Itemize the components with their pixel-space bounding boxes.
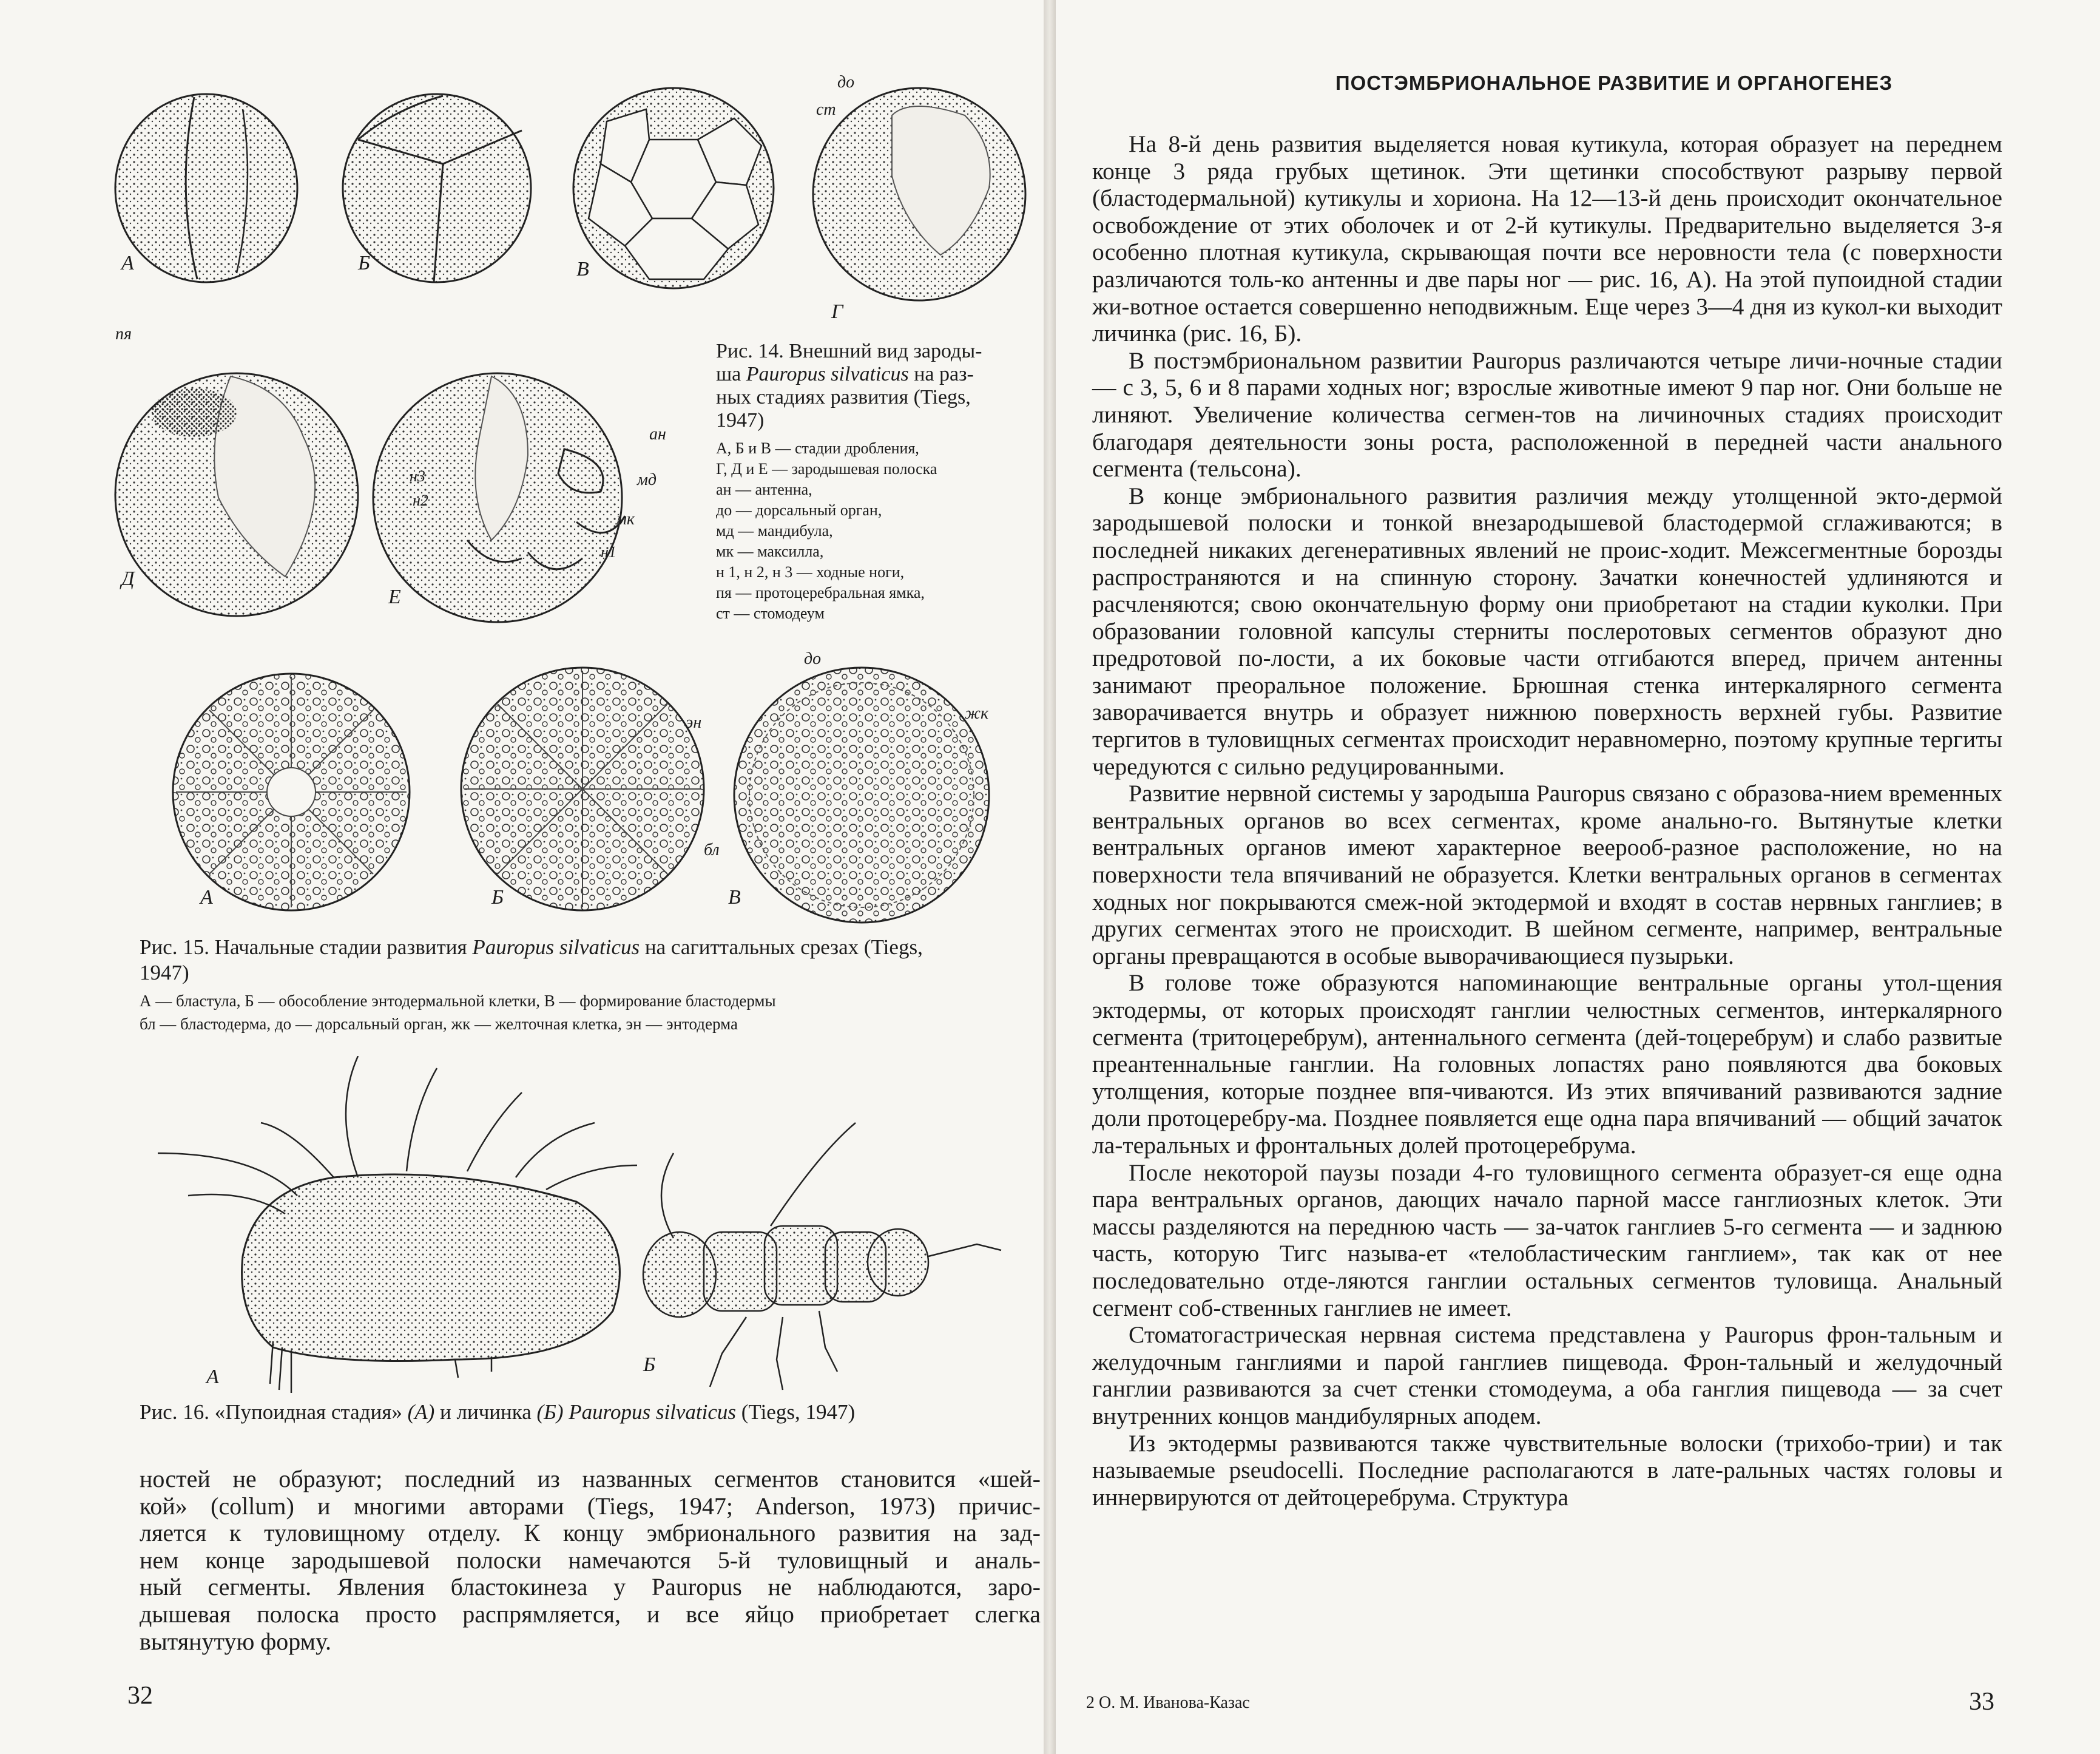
text-line: вытянутую форму. (140, 1627, 331, 1655)
paragraph: В конце эмбрионального развития различия между утолщенной экто-дермой зародышевой полоски и тонкой внезародышевой бластодермой сглаживаются; в последней никаких дегенеративных явлений не проис-ходит. Межсегментные борозды распространяются и на спинную сторону. Зачатки конечностей удлиняются и расчленяются; свою окончательную форму они приобретают на стадии куколки. При образовании головной капсулы стерниты послеротовых сегментов образуют дно предротовой по-лости, а их боковые части отгибаются вперед, причем антенны занимают преоральное положение. Брюшная стенка интеркалярного сегмента заворачивается внутрь и образует нижнюю поверхность верхней губы. Развитие тергитов в туловищных сегментах происходит неравномерно, поэтому крупные тергиты чередуются с сильно редуцированными. (1092, 482, 2002, 780)
page-number-right: 33 (1969, 1688, 1994, 1716)
fig15-letter-v: В (728, 886, 741, 909)
fig14-label-mk: мк (616, 510, 635, 529)
fig14-label-n3: н3 (410, 467, 425, 485)
text-line: нем конце зародышевой полоски намечаются 5-й туловищный и аналь- (140, 1546, 1041, 1574)
book-gutter (1044, 0, 1056, 1754)
figure-16-illustration (152, 1056, 1038, 1396)
right-body-text (1092, 130, 2002, 1511)
fig14-legend-item: пя — протоцеребральная ямка, (716, 584, 925, 601)
paragraph: В голове тоже образуются напоминающие вентральные органы утол-щения эктодермы, от которых происходят ганглии челюстных сегментов, интеркалярного сегмента (тритоцеребрум), антеннального сегмента (дей-тоцеребрум) и слабо развитые преантеннальные ганглии. На головных лопастях рано появляются два боковых утолщения, которые позднее впя-чиваются. Из этих впячиваний развиваются задние доли протоцеребру-ма. Позднее появляется еще одна пара впячиваний — общий зачаток ла-теральных и фронтальных долей протоцеребрума. (1092, 969, 2002, 1159)
left-body-text (140, 1466, 1041, 1655)
fig14-caption-line4: 1947) (716, 409, 765, 432)
fig14-letter-g: Г (831, 300, 843, 323)
fig14-legend-item: ст — стомодеум (716, 604, 825, 622)
left-page (0, 0, 1044, 1754)
fig14-caption-line2: ша Pauropus silvaticus на раз- (716, 363, 974, 385)
fig14-letter-d: Д (121, 567, 135, 590)
paragraph: Стоматогастрическая нервная система представлена у Pauropus фрон-тальным и желудочным ганглиями и парой ганглиев пищевода. Фрон-тальный и желудочный ганглии развиваются за счет стенки стомодеума, а оба ганглия пищевода — за счет внутренних концов мандибулярных аподем. (1092, 1321, 2002, 1429)
fig14-letter-a: А (121, 252, 134, 274)
fig14-legend (716, 438, 1031, 624)
fig14-label-n2: н2 (413, 492, 428, 509)
paragraph: Развитие нервной системы у зародыша Pauropus связано с образова-нием временных вентральных органов во всех сегментах, кроме анально-го. Вытянутые клетки вентральных органов имеют характерное веерооб-разное расположение, но на поверхности тела впячиваний не образуется. Клетки вентральных органов в сегментах ходных ног покрываются смеж-ной эктодермой и входят в состав нервных ганглиев; в других сегментах этого не происходит. В шейном сегменте, например, вентральные органы превращаются в особые выворачивающиеся пузырьки. (1092, 780, 2002, 969)
fig14-caption (716, 340, 1031, 432)
fig15-label-zhk: жк (965, 704, 989, 723)
fig14-label-an: ан (649, 425, 666, 444)
fig14-legend-item: Г, Д и Е — зародышевая полоска (716, 460, 937, 478)
fig15-letter-a: А (200, 886, 213, 909)
figure-16 (152, 1056, 1038, 1396)
fig15-legend-item: бл — бластодерма, до — дорсальный орган, жк — желточная клетка, эн — энтодерма (140, 1015, 738, 1033)
paragraph: В постэмбриональном развитии Pauropus различаются четыре личи-ночные стадии — с 3, 5, 6 и 8 парами ходных ног; взрослые животные имеют 9 пар ног. Они больше не линяют. Увеличение количества сегмен-тов на личиночных стадиях происходит благодаря деятельности зоны роста, расположенной в передней части анального сегмента (тельсона). (1092, 347, 2002, 483)
fig16-letter-a: А (206, 1366, 219, 1388)
fig15-caption-line1: Рис. 15. Начальные стадии развития Pauropus silvaticus на сагиттальных срезах (Tiegs, (140, 935, 923, 959)
text-line: ный сегменты. Явления бластокинеза у Pauropus не наблюдаются, заро- (140, 1573, 1041, 1601)
fig14-legend-item: мк — максилла, (716, 543, 824, 560)
fig14-legend-item: А, Б и В — стадии дробления, (716, 439, 919, 457)
paragraph: На 8-й день развития выделяется новая кутикула, которая образует на переднем конце 3 ряда грубых щетинок. Эти щетинки способствуют разрыву первой (бластодермальной) кутикулы и хориона. На 12—13-й день происходит окончательное освобождение от этих оболочек и от 2-й кутикулы. Предварительно выделяется 3-я особенно плотная кутикула, скрывающая почти все неровности тела (с поверхности различаются толь-ко антенны и две пары ног — рис. 16, А). На этой пупоидной стадии жи-вотное остается совершенно неподвижным. Еще через 3—4 дня из кукол-ки выходит личинка (рис. 16, Б). (1092, 130, 2002, 347)
fig14-label-n1: н1 (601, 543, 616, 561)
fig14-label-md: мд (637, 470, 657, 489)
fig14-caption-line3: ных стадиях развития (Tiegs, (716, 386, 971, 408)
fig14-letter-v: В (576, 258, 589, 280)
text-line: дышевая полоска просто распрямляется, и все яйцо приобретает слегка (140, 1600, 1041, 1628)
fig16-caption: Рис. 16. «Пупоидная стадия» (А) и личинка (Б) Pauropus silvaticus (Tiegs, 1947) (140, 1400, 856, 1424)
fig14-caption-line1: Рис. 14. Внешний вид зароды- (716, 340, 982, 362)
fig14-legend-item: н 1, н 2, н 3 — ходные ноги, (716, 563, 905, 581)
text-line: кой» (collum) и многими авторами (Tiegs, 1947; Anderson, 1973) причис- (140, 1492, 1041, 1520)
fig14-label-pya: пя (115, 325, 132, 344)
fig16-letter-b: Б (643, 1353, 656, 1376)
fig14-letter-b: Б (358, 252, 371, 274)
page-number-left: 32 (127, 1682, 153, 1710)
footer-author: 2 О. М. Иванова-Казас (1086, 1693, 1250, 1712)
paragraph: Из эктодермы развиваются также чувствительные волоски (трихобо-трии) и так называемые pseudocelli. Последние располагаются в лате-ральных частях головы и иннервируются от дейтоцеребрума. Структура (1092, 1429, 2002, 1511)
figure-15-illustration (170, 649, 1031, 935)
fig15-label-do: до (804, 649, 822, 668)
fig15-legend-item: А — бластула, Б — обособление энтодермальной клетки, В — формирование бластодермы (140, 992, 776, 1010)
fig14-label-st: ст (816, 100, 836, 119)
fig15-caption (140, 935, 1031, 986)
fig14-legend-item: до — дорсальный орган, (716, 501, 882, 519)
text-line: ностей не образуют; последний из названных сегментов становится «шей- (140, 1465, 1041, 1492)
fig15-label-bl: бл (704, 841, 720, 859)
fig15-legend (140, 989, 1031, 1035)
fig14-legend-item: мд — мандибула, (716, 522, 833, 540)
fig15-letter-b: Б (491, 886, 504, 909)
text-line: ляется к туловищному отделу. К концу эмбрионального развития на зад- (140, 1519, 1041, 1547)
figure-15 (170, 649, 1031, 935)
paragraph: После некоторой паузы позади 4-го туловищного сегмента образует-ся еще одна пара вентральных органов, дающих начало парной массе ганглиозных клеток. Эти массы разделяются на переднюю часть — за-чаток ганглиев 5-го сегмента — и заднюю часть, которую Тигс называ-ет «телобластическим ганглием», так как от нее последовательно отде-ляются ганглии остальных сегментов туловища. Анальный сегмент соб-ственных ганглиев не имеет. (1092, 1159, 2002, 1321)
fig15-caption-line2: 1947) (140, 961, 189, 984)
fig15-label-en: эн (686, 713, 702, 732)
section-heading: ПОСТЭМБРИОНАЛЬНОЕ РАЗВИТИЕ И ОРГАНОГЕНЕЗ (1335, 72, 1893, 94)
fig14-label-do: до (837, 73, 855, 92)
fig14-legend-item: ан — антенна, (716, 481, 812, 498)
fig14-letter-e: Е (388, 586, 401, 608)
